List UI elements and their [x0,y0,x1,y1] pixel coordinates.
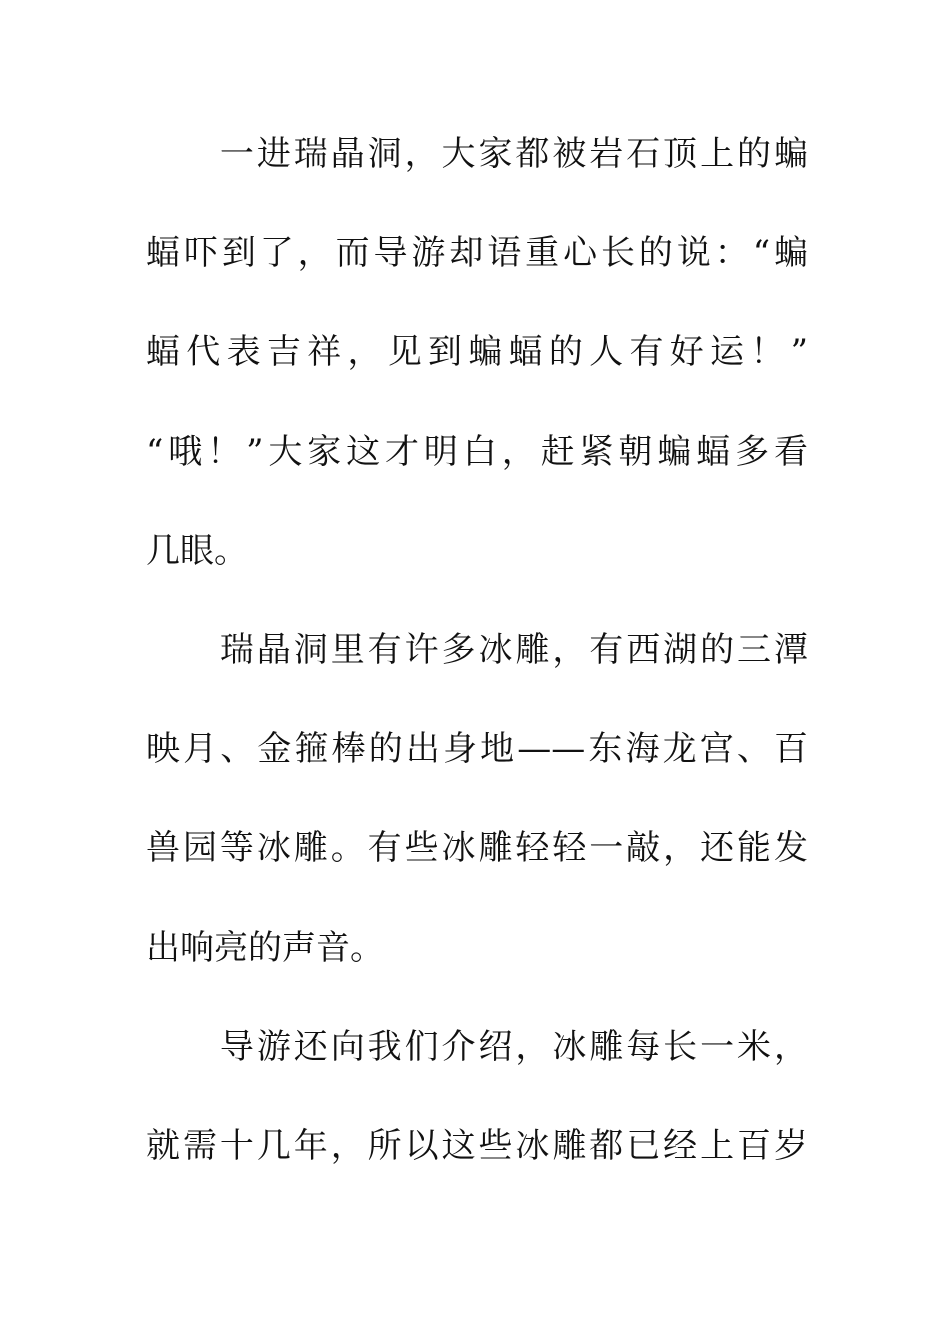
text-line-6: 瑞晶洞里有许多冰雕，有西湖的三潭 [146,629,808,670]
text-line-3: 蝠代表吉祥，见到蝙蝠的人有好运！” [146,332,808,373]
text-line-11: 就需十几年，所以这些冰雕都已经上百岁 [146,1125,808,1166]
text-line-1: 一进瑞晶洞，大家都被岩石顶上的蝙 [146,134,808,174]
text-line-7: 映月、金箍棒的出身地——东海龙宫、百 [146,729,808,770]
text-line-10: 导游还向我们介绍，冰雕每长一米， [146,1026,808,1067]
body-text [146,126,808,1217]
text-line-2: 蝠吓到了，而导游却语重心长的说：“蝙 [146,233,808,274]
text-line-5: 几眼。 [146,530,248,571]
text-line-9: 出响亮的声音。 [146,927,384,968]
text-line-8: 兽园等冰雕。有些冰雕轻轻一敲，还能发 [146,828,808,869]
text-line-4: “哦！”大家这才明白，赶紧朝蝙蝠多看 [146,431,808,472]
